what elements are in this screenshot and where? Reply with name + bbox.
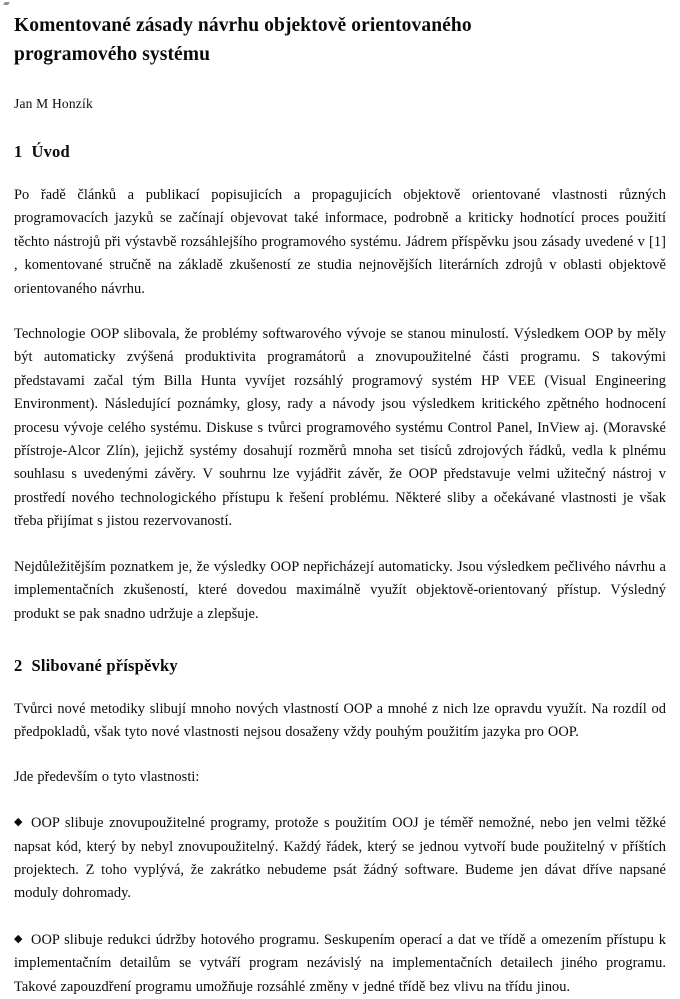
paragraph-lead-in: Jde především o tyto vlastnosti:	[14, 768, 200, 785]
section-title-1: Úvod	[31, 142, 70, 161]
section-number-2: 2	[14, 655, 23, 675]
list-item-text: OOP slibuje redukci údržby hotového programu. Seskupením operací a dat ve třídě a omezením přístupu k implementačním detailům se vytváří program nezávislý na implementačních detailech jiného programu. Takové zapouzdření programu umožňuje rozsáhlé změny v jedné třídě bez vlivu na třídu jinou.	[14, 931, 666, 995]
section-number-1: 1	[14, 142, 23, 161]
page-title: Komentované zásady návrhu objektově orientovaného programového systému	[14, 15, 472, 65]
section-heading-2	[14, 656, 668, 676]
diamond-bullet-icon: ◆	[14, 816, 23, 829]
paragraph: Tvůrci nové metodiky slibují mnoho nových vlastností OOP a mnohé z nich lze opravdu využít. Na rozdíl od předpokladů, však tyto nové vlastnosti nejsou dosaženy vždy pouhým použitím jazyka pro OOP.	[14, 700, 666, 741]
list-item-text: OOP slibuje znovupoužitelné programy, protože s použitím OOJ je téměř nemožné, nebo jen velmi těžké napsat kód, který by nebyl znovupoužitelný. Každý řádek, který se jednou vytvoří bude použitelný v příštích projektech. Z toho vyplývá, že zakrátko nebudeme psát žádný software. Budeme jen dávat dříve napsané moduly dohromady.	[14, 815, 666, 902]
list-item	[14, 811, 668, 906]
paragraph: Po řadě článků a publikací popisujicích a propagujicích objektově orientované vlastnosti různých programovacích jazyků se začínají objevovat také informace, podrobně a kriticky hodnotící proces použití těchto nástrojů při výstavbě rozsáhlejšího programového systému. Jádrem příspěvku jsou zásady uvedené v [1] , komentované stručně na základě zkušeností ze studia nejnovějších literárních zdrojů v oblasti objektově orientovaného návrhu.	[14, 187, 666, 297]
paragraph: Technologie OOP slibovala, že problémy softwarového vývoje se stanou minulostí. Výsledkem OOP by měly být automaticky zvýšená produktivita programátorů a znovupoužitelné části programu. S takovými představami začal tým Billa Hunta vyvíjet rozsáhlý programový systém HP VEE (Visual Engineering Environment). Následující poznámky, glosy, rady a návody jsou výsledkem kritického zpětného hodnocení procesu vývoje celého systému. Diskuse s tvůrci programového systému Control Panel, InView aj. (Moravské přístroje-Alcor Zlín), jejichž systémy dosahují rozměrů mnoha set tisíců zdrojových řádků, vedla k plnému souhlasu s uvedenými závěry. V souhrnu lze vyjádřit závěr, že OOP představuje velmi užitečný nástroj v prostředí nového technologického přístupu k řešení problému. Některé sliby a očekávané vlastnosti je však třeba přijímat s jistou rezervovaností.	[14, 326, 666, 530]
author-line: Jan M Honzík	[14, 96, 93, 111]
scan-artifact-mark	[3, 2, 10, 5]
list-item	[14, 928, 668, 999]
diamond-bullet-icon: ◆	[14, 932, 23, 945]
paragraph: Nejdůležitějším poznatkem je, že výsledky OOP nepřicházejí automaticky. Jsou výsledkem pečlivého návrhu a implementačních zkušeností, které dovedou maximálně využít objektově-orientovaný přístup. Výsledný produkt se pak snadno udržuje a zlepšuje.	[14, 558, 666, 622]
section-title-2: Slibované příspěvky	[31, 655, 178, 675]
section-heading-1	[14, 142, 668, 162]
